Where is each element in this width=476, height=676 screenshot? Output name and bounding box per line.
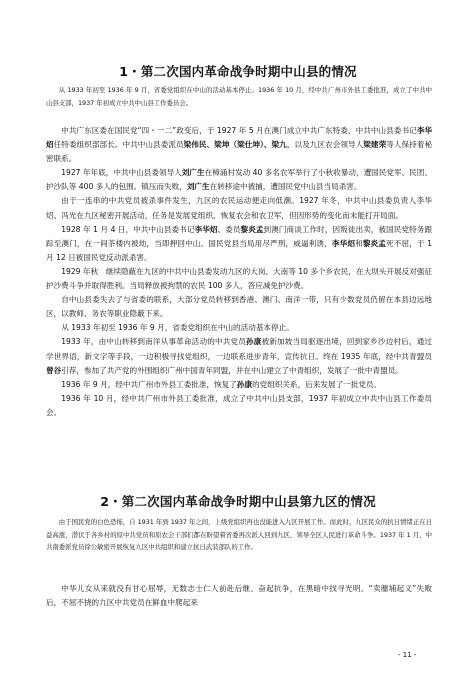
section1-summary (46, 84, 432, 109)
section1-intro: 从 1933 年初至 1936 年 9 月，省委党组织在中山的活动基本停止。1936 年 10 月，经中共广州市外县工委批准，成立了中共中山县支部，1937 年初成立中共中山县工作委员会。 (46, 86, 432, 107)
section2-intro: 由于国民党的白色恐怖，自 1931 年到 1937 年之间，上级党组织再也没能进入九区开展工作。而此时，九区民众的抗日情绪正在日益高涨，潜伏于各乡村的原中共党员和原农会干部们都在盼望着省委再次派人回到九区，领导全区人民进行革命斗争。1937 年 1 月，中共南委派党员徐公敏密开展恢复九区中共组织和建立抗日武装部队的工作。 (46, 518, 432, 552)
paragraph: 中华儿女从来就没有甘心屈辱，无数志士仁人前赴后继、奋起抗争，在黑暗中找寻光明。“卖蘼埔起义”失败后，不屈不挠的九区中共党员在鲜血中爬起来 (46, 584, 432, 608)
section2-summary (46, 516, 432, 554)
paragraph: 自中山县委失去了与省委的联系，大部分党员转移到香港、澳门、南洋一带，只有少数党员仍留在本县边远地区，以教师、务农等职业隐蔽下来。 (46, 295, 432, 319)
paragraph: 1933 年，由中山转移到南洋从事革命活动的中共党员孙康被新加坡当局驱逐出境，回到家乡沙边村后，通过学世界语，新文字等手段，一边积极寻找党组织，一边联系进步青年，宣传抗日。终在 1935 年底，经中共青盟员曾谷引荐，参加了共产党的外围组织广州中国青年同盟，并在中山建立了中青组织，发展了一批中青盟员。 (46, 337, 432, 375)
paragraph: 1927 年年底，中共中山县委领导人刘广生在樟涌村发动 40 多名农军举行了小秋收暴动，遭国民党军、民团、护沙队等 400 多人的包围。镇压而失败，刘广生在转移途中被捕，遭国民党中山县当局杀害。 (46, 168, 432, 192)
section1-title: 1・第二次国内革命战争时期中山县的情况 (119, 64, 357, 79)
paragraph: 1936 年 9 月，经中共广州市外县工委批准，恢复了孙康的党组织关系，后来发展了一批党员。 (61, 379, 382, 389)
section2-body (46, 582, 432, 610)
paragraph: 中共广东区委在国民党“四・一二”政变后，于 1927 年 5 月在澳门成立中共广东特委，中共中山县委书记李华炤任特委组织部部长。中共中山县委派员梁伟民、梁坤（梁仕坤）、梁九，以及九区农会领导人梁建荣等人保持着秘密联系。 (46, 126, 433, 164)
paragraph: 1936 年 10 月，经中共广州市外县工委批准，成立了中共中山县支部，1937 年初成立中共中山县工作委员会。 (46, 393, 432, 417)
page-number: - 11 - (398, 651, 417, 659)
paragraph: 由于一连串的中共党员被杀事件发生，九区的农民运动便走向低潮。1927 年冬，中共中山县委负责人李华炤、冯光在九区秘密开展活动，任务是发展党组织，恢复农会和农卫军，但因形势的变化而未能打开局面。 (46, 196, 432, 220)
section2-title: 2・第二次国内革命战争时期中山县第九区的情况 (100, 494, 376, 509)
section1-body (46, 124, 432, 420)
paragraph: 从 1933 年初至 1936 年 9 月，省委党组织在中山的活动基本停止。 (61, 323, 294, 333)
paragraph: 1929 年秋 继续隐蔽在九区的中共中山县委发动九区的大岗、大南等 10 多个乡农民，在大坝头开展反对强征护沙费斗争并取得胜利。当局释放被拘禁的农民 100 多人，答应减免护沙费。 (46, 266, 432, 291)
paragraph: 1928 年 1 月 4 日，中共中山县委书记李华炤、委员黎炎孟到澳门商谈工作时，因叛徒出卖，被国民党特务跟踪至澳门，在一间茶楼内被劫，当即押回中山。国民党县当局用尽严刑，威逼利诱，李华炤和黎炎孟死不屈，于 1 月 12 日被国民党反动派杀害。 (46, 224, 433, 262)
